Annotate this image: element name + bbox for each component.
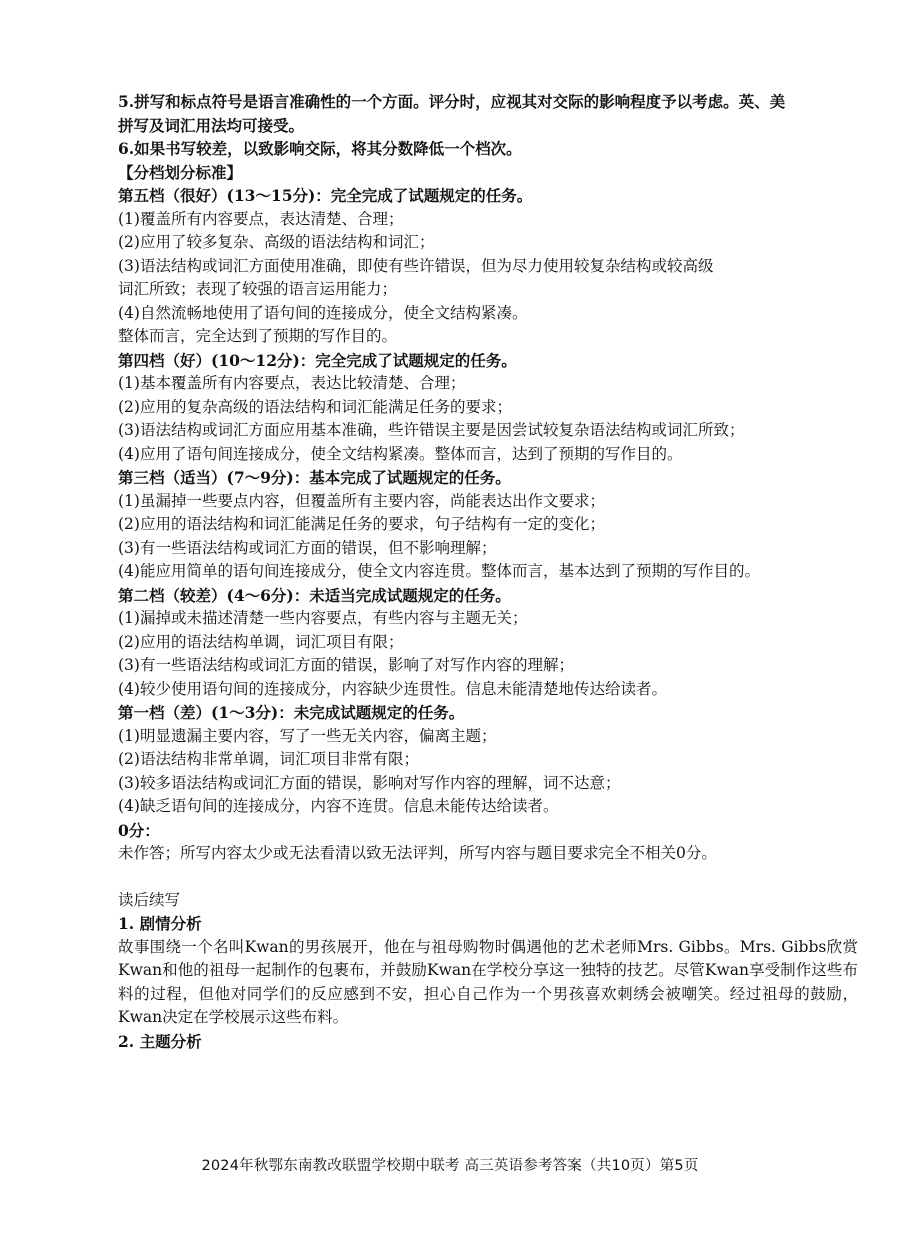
grade-5-item: 整体而言，完全达到了预期的写作目的。 (118, 327, 398, 345)
rule-6: 6.如果书写较差，以致影响交际，将其分数降低一个档次。 (118, 139, 522, 158)
grade-2-title: 第二档（较差）(4～6分)：未适当完成试题规定的任务。 (118, 585, 511, 605)
grade-5-item: (4)自然流畅地使用了语句间的连接成分，使全文结构紧凑。 (118, 303, 528, 322)
page-content (118, 90, 858, 1053)
grade-1-item: (4)缺乏语句间的连接成分，内容不连贯。信息未能传达给读者。 (118, 797, 559, 815)
plot-analysis-title: 1. 剧情分析 (118, 914, 202, 933)
grade-3-item: (2)应用的语法结构和词汇能满足任务的要求，句子结构有一定的变化； (118, 515, 605, 533)
page-footer: 2024年秋鄂东南教改联盟学校期中联考 高三英语参考答案（共10页）第5页 (201, 1158, 699, 1174)
grade-3-item: (3)有一些语法结构或词汇方面的错误，但不影响理解； (118, 538, 497, 557)
zero-score-text: 未作答；所写内容太少或无法看清以致无法评判，所写内容与题目要求完全不相关0分。 (118, 844, 717, 862)
grade-4-item: (3)语法结构或词汇方面应用基本准确，些许错误主要是因尝试较复杂语法结构或词汇所致； (118, 421, 745, 439)
grade-5-item: (2)应用了较多复杂、高级的语法结构和词汇； (118, 233, 435, 251)
grade-3-title: 第三档（适当）(7～9分)：基本完成了试题规定的任务。 (118, 468, 511, 487)
grade-4-title: 第四档（好）(10～12分)：完全完成了试题规定的任务。 (118, 350, 517, 370)
grade-1-item: (2)语法结构非常单调，词汇项目非常有限； (118, 750, 419, 768)
grade-3-item: (1)虽漏掉一些要点内容，但覆盖所有主要内容，尚能表达出作文要求； (118, 491, 605, 510)
grade-2-item: (4)较少使用语句间的连接成分，内容缺少连贯性。信息未能清楚地传达给读者。 (118, 679, 667, 698)
grade-5-item: (1)覆盖所有内容要点，表达清楚、合理； (118, 209, 404, 228)
grade-1-item: (1)明显遗漏主要内容，写了一些无关内容，偏离主题； (118, 726, 497, 745)
continuation-heading: 读后续写 (118, 890, 181, 909)
plot-analysis-text: 故事围绕一个名叫Kwan的男孩展开，他在与祖母购物时偶遇他的艺术老师Mrs. Gibbs。Mrs. Gibbs欣赏Kwan和他的祖母一起制作的包裹布，并鼓励Kwan在学校分享这一独特的技艺。尽管Kwan享受制作这些布料的过程，但他对同学们的反应感到不安，担心自己作为一个男孩喜欢刺绣会被嘲笑。经过祖母的鼓励，Kwan决定在学校展示这些布料。 (118, 937, 858, 1026)
grade-1-item: (3)较多语法结构或词汇方面的错误，影响对写作内容的理解，词不达意； (118, 773, 621, 792)
grade-5-title: 第五档（很好）(13～15分)：完全完成了试题规定的任务。 (118, 186, 533, 205)
section-spacer (118, 866, 858, 889)
grade-2-item: (2)应用的语法结构单调，词汇项目有限； (118, 632, 404, 651)
zero-score-title: 0分： (118, 820, 160, 840)
rule-5-line-1: 5.拼写和标点符号是语言准确性的一个方面。评分时，应视其对交际的影响程度予以考虑。英、美 (118, 92, 786, 111)
rule-5-line-2: 拼写及词汇用法均可接受。 (118, 115, 305, 135)
grade-2-item: (3)有一些语法结构或词汇方面的错误，影响了对写作内容的理解； (118, 656, 574, 674)
grade-2-item: (1)漏掉或未描述清楚一些内容要点，有些内容与主题无关； (118, 609, 528, 627)
grade-1-title: 第一档（差）(1～3分)：未完成试题规定的任务。 (118, 703, 465, 722)
grade-4-item: (1)基本覆盖所有内容要点，表达比较清楚、合理； (118, 374, 466, 392)
grade-5-item: 词汇所致；表现了较强的语言运用能力； (118, 280, 398, 298)
theme-analysis-title: 2. 主题分析 (118, 1031, 202, 1051)
section-heading: 【分档划分标准】 (118, 162, 243, 182)
grade-4-item: (2)应用的复杂高级的语法结构和词汇能满足任务的要求； (118, 397, 512, 416)
grade-4-item: (4)应用了语句间连接成分，使全文结构紧凑。整体而言，达到了预期的写作目的。 (118, 444, 683, 463)
grade-5-item: (3)语法结构或词汇方面使用准确，即使有些许错误，但为尽力使用较复杂结构或较高级 (118, 256, 714, 275)
grade-3-item: (4)能应用简单的语句间连接成分，使全文内容连贯。整体而言，基本达到了预期的写作目的。 (118, 562, 760, 580)
